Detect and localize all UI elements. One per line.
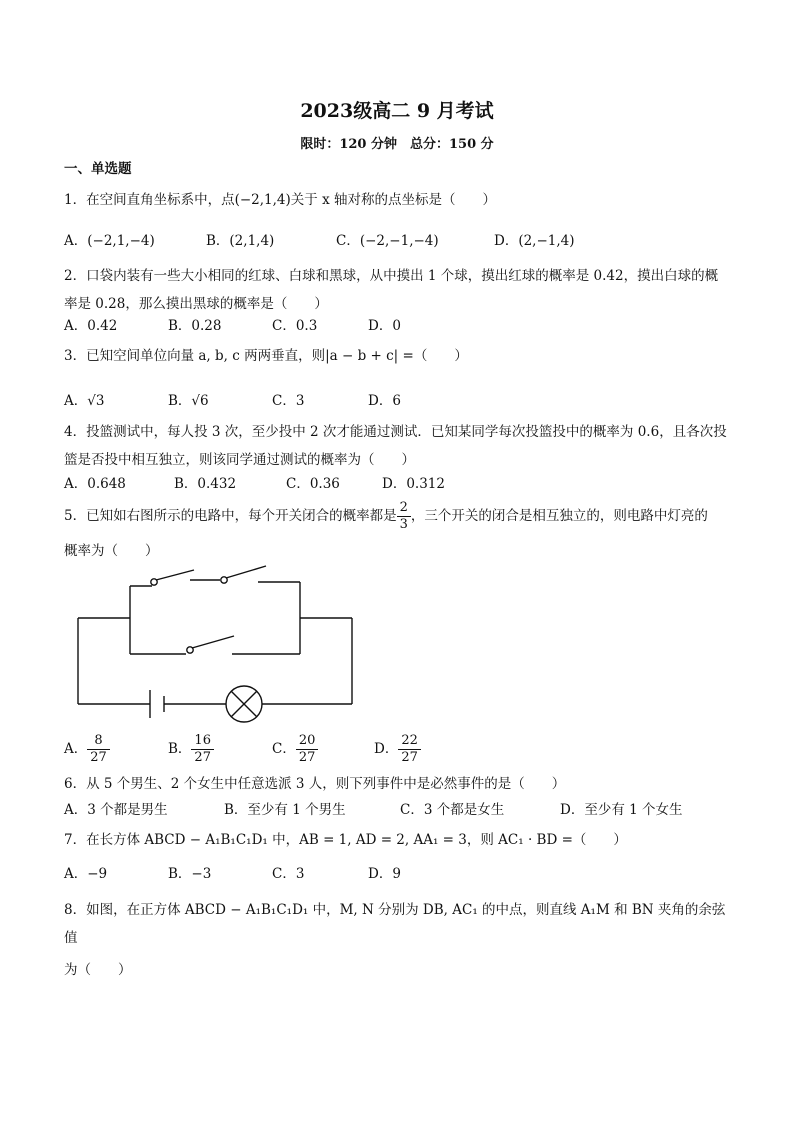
q4-line-1: 4．投篮测试中，每人投 3 次，至少投中 2 次才能通过测试．已知某同学每次投篮投中的概率为 0.6，且各次投 (64, 424, 727, 440)
question-3-stem: 3．已知空间单位向量 a, b, c 两两垂直，则|a − b + c| =（ ） (64, 348, 468, 364)
circuit-diagram (70, 562, 360, 728)
q7-option-b[interactable]: B．−3 (168, 866, 212, 882)
q3-option-d[interactable]: D．6 (368, 393, 401, 409)
q5-frac-num: 2 (397, 500, 411, 517)
q1-option-d[interactable]: D．(2,−1,4) (494, 233, 575, 249)
q5-option-c[interactable] (272, 733, 318, 766)
q4-option-d[interactable]: D．0.312 (382, 476, 445, 492)
question-6-stem: 6．从 5 个男生、2 个女生中任意选派 3 人，则下列事件中是必然事件的是（ ） (64, 776, 566, 792)
q3-option-a[interactable]: A．√3 (64, 393, 105, 409)
question-1-options (64, 229, 624, 253)
exam-title: 2023级高二 9 月考试 (300, 100, 494, 122)
q5-frac-den: 3 (399, 517, 408, 532)
q7-option-d[interactable]: D．9 (368, 866, 401, 882)
q5-option-b-den: 27 (194, 750, 211, 765)
q5-text-pre: 5．已知如右图所示的电路中，每个开关闭合的概率都是 (64, 508, 397, 524)
q5-option-d-num: 22 (398, 733, 421, 750)
q7-option-a[interactable]: A．−9 (64, 866, 108, 882)
q6-option-c[interactable]: C．3 个都是女生 (400, 802, 505, 818)
q5-option-b[interactable] (168, 733, 214, 766)
q2-option-a[interactable]: A．0.42 (64, 318, 118, 334)
q5-option-c-label: C． (272, 741, 296, 757)
q5-option-b-label: B． (168, 741, 192, 757)
q5-option-d-den: 27 (401, 750, 418, 765)
q5-option-a-num: 8 (87, 733, 110, 750)
q4-option-b[interactable]: B．0.432 (174, 476, 237, 492)
q4-option-a[interactable]: A．0.648 (64, 476, 126, 492)
q6-option-b[interactable]: B．至少有 1 个男生 (224, 802, 346, 818)
q6-option-a[interactable]: A．3 个都是男生 (64, 802, 168, 818)
q5-option-a-den: 27 (90, 750, 107, 765)
q1-option-a[interactable]: A．(−2,1,−4) (64, 233, 155, 249)
question-4-stem (64, 418, 730, 474)
question-8-stem (64, 896, 730, 984)
q2-option-d[interactable]: D．0 (368, 318, 401, 334)
q5-text-post: ，三个开关的闭合是相互独立的，则电路中灯亮的 (410, 508, 708, 524)
section-heading: 一、单选题 (64, 161, 132, 177)
q2-option-b[interactable]: B．0.28 (168, 318, 222, 334)
q2-line-1: 2．口袋内装有一些大小相同的红球、白球和黑球，从中摸出 1 个球，摸出红球的概率是 0.42，摸出白球的概 (64, 268, 719, 284)
q5-option-c-den: 27 (298, 750, 316, 765)
q1-option-c[interactable]: C．(−2,−1,−4) (336, 233, 439, 249)
q5-option-a[interactable] (64, 733, 110, 766)
question-2-stem (64, 262, 730, 318)
question-5-options (64, 733, 444, 769)
q5-line-2: 概率为（ ） (64, 543, 159, 559)
question-2-options (64, 314, 464, 338)
q5-option-d-label: D． (374, 741, 399, 757)
q8-line-1: 8．如图，在正方体 ABCD − A₁B₁C₁D₁ 中，M, N 分别为 DB, AC₁ 的中点，则直线 A₁M 和 BN 夹角的余弦值 (64, 902, 726, 946)
q5-option-b-num: 16 (191, 733, 214, 750)
q7-option-c[interactable]: C．3 (272, 866, 305, 882)
q2-line-2: 率是 0.28，那么摸出黑球的概率是（ ） (64, 296, 328, 312)
question-7-stem: 7．在长方体 ABCD − A₁B₁C₁D₁ 中，AB = 1, AD = 2, AA₁ = 3，则 AC₁ · BD =（ ） (64, 832, 627, 848)
q1-option-b[interactable]: B．(2,1,4) (206, 233, 275, 249)
q3-option-c[interactable]: C．3 (272, 393, 305, 409)
question-1-stem: 1．在空间直角坐标系中，点(−2,1,4)关于 x 轴对称的点坐标是（ ） (64, 192, 496, 208)
q8-line-2: 为（ ） (64, 962, 132, 978)
q4-option-c[interactable]: C．0.36 (286, 476, 340, 492)
question-4-options (64, 472, 504, 496)
question-5-stem (64, 500, 730, 565)
switch-3-blade (192, 636, 234, 648)
q2-option-c[interactable]: C．0.3 (272, 318, 318, 334)
switch-1-blade (156, 570, 194, 580)
question-3-options (64, 389, 464, 413)
q5-option-d[interactable] (374, 733, 421, 766)
q5-fraction (397, 500, 411, 533)
q5-line-1 (64, 500, 730, 533)
q5-option-a-label: A． (64, 741, 88, 757)
exam-subtitle: 限时：120 分钟 总分：150 分 (300, 137, 494, 152)
q6-option-d[interactable]: D．至少有 1 个女生 (560, 802, 683, 818)
question-6-options (64, 798, 704, 822)
question-7-options (64, 862, 464, 886)
q4-line-2: 篮是否投中相互独立，则该同学通过测试的概率为（ ） (64, 452, 415, 468)
q3-option-b[interactable]: B．√6 (168, 393, 209, 409)
switch-2-blade (226, 566, 266, 578)
q5-option-c-num: 20 (296, 733, 319, 750)
